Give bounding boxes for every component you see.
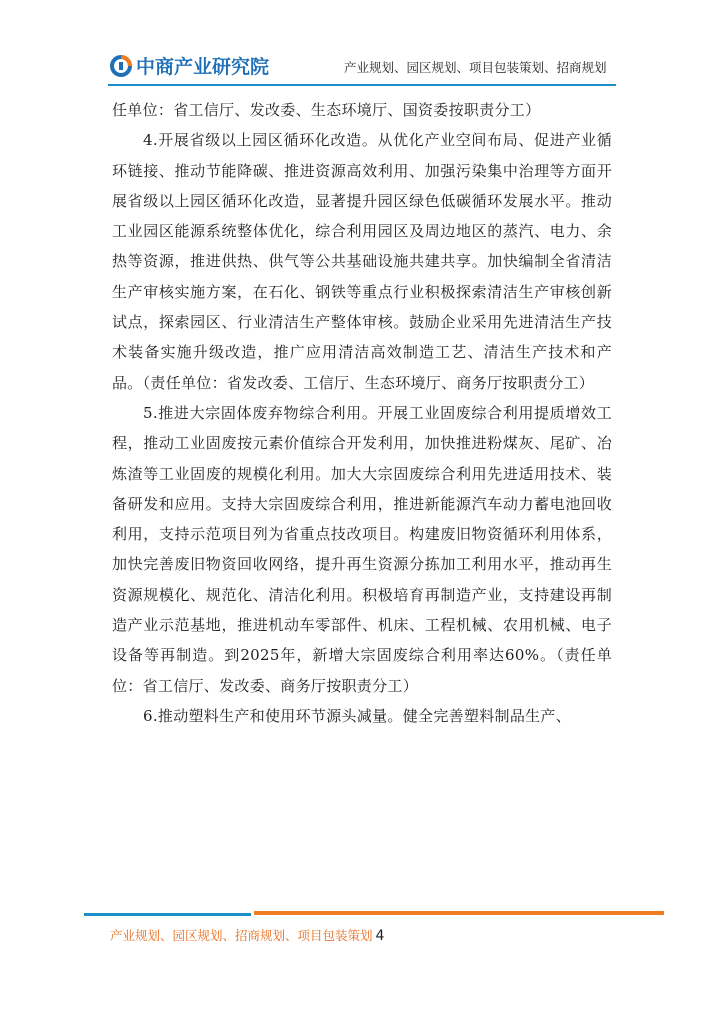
footer-divider (84, 911, 664, 917)
page-number: 4 (375, 928, 385, 944)
header-divider (108, 84, 616, 86)
page-footer (110, 926, 384, 944)
brand-logo (110, 52, 269, 79)
document-body (112, 95, 612, 731)
paragraph-item-6: 6.推动塑料生产和使用环节源头减量。健全完善塑料制品生产、 (143, 706, 572, 725)
logo-icon (110, 55, 132, 77)
footer-bar-orange (254, 911, 664, 915)
paragraph-item-4: 4.开展省级以上园区循环化改造。从优化产业空间布局、促进产业循环链接、推动节能降碳、推进资源高效利用、加强污染集中治理等方面开展省级以上园区循环化改造，显著提升园区绿色低碳循环发展水平。推动工业园区能源系统整体优化，综合利用园区及周边地区的蒸汽、电力、余热等资源，推进供热、供气等公共基础设施共建共享。加快编制全省清洁生产审核实施方案，在石化、钢铁等重点行业积极探索清洁生产审核创新试点，探索园区、行业清洁生产整体审核。鼓励企业采用先进清洁生产技术装备实施升级改造，推广应用清洁高效制造工艺、清洁生产技术和产品。（责任单位：省发改委、工信厅、生态环境厅、商务厅按职责分工） (112, 131, 612, 392)
logo-text: 中商产业研究院 (136, 56, 270, 78)
footer-bar-blue (84, 913, 251, 916)
paragraph-item-5: 5.推进大宗固体废弃物综合利用。开展工业固废综合利用提质增效工程，推动工业固废按元素价值综合开发利用，加快推进粉煤灰、尾矿、冶炼渣等工业固废的规模化利用。加大大宗固废综合利用先进适用技术、装备研发和应用。支持大宗固废综合利用，推进新能源汽车动力蓄电池回收利用，支持示范项目列为省重点技改项目。构建废旧物资循环利用体系，加快完善废旧物资回收网络，提升再生资源分拣加工利用水平，推动再生资源规模化、规范化、清洁化利用。积极培育再制造产业，支持建设再制造产业示范基地，推进机动车零部件、机床、工程机械、农用机械、电子设备等再制造。到2025年，新增大宗固废综合利用率达60%。（责任单位：省工信厅、发改委、商务厅按职责分工） (112, 403, 612, 695)
header-tagline: 产业规划、园区规划、项目包装策划、招商规划 (344, 60, 607, 75)
footer-tagline: 产业规划、园区规划、招商规划、项目包装策划 (110, 928, 373, 943)
page-header (0, 0, 724, 90)
paragraph-continuation: 任单位：省工信厅、发改委、生态环境厅、国资委按职责分工） (112, 101, 541, 119)
